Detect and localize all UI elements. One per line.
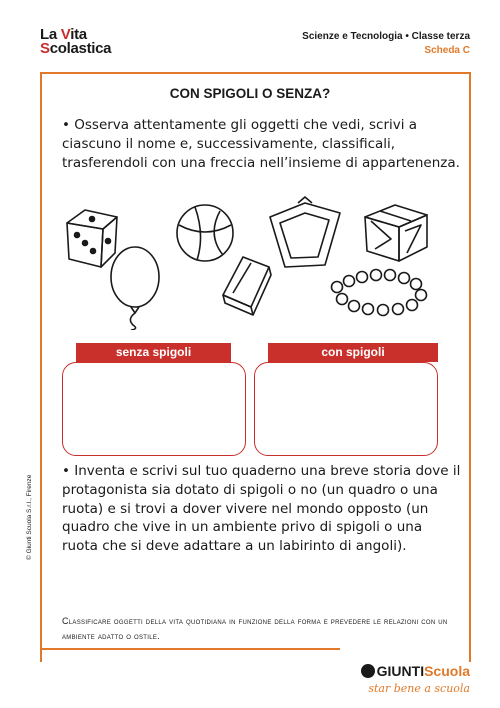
- sheet-label: Scheda C: [424, 45, 470, 56]
- subject-label: Scienze e Tecnologia • Classe terza: [302, 31, 470, 42]
- instruction-1: • Osserva attentamente gli oggetti che vedi, scrivi a ciascuno il nome e, successivamente, classificali, trasferendoli con una freccia nell’insieme di appartenenza.: [62, 117, 460, 171]
- balloon-icon: [111, 247, 159, 330]
- gift-box-icon: [365, 205, 427, 261]
- picture-frame-icon: [270, 197, 340, 267]
- book-icon: [223, 257, 271, 315]
- learning-objective: Classificare oggetti della vita quotidiana in funzione della forma e prevedere le relazioni con un ambiente adatto o ostile.: [62, 616, 448, 641]
- logo: La Vita Scolastica: [40, 26, 112, 57]
- objects-illustration: [55, 195, 470, 330]
- box-with-edges[interactable]: [254, 362, 438, 456]
- ball-icon: [177, 205, 233, 261]
- page-title: CON SPIGOLI O SENZA?: [169, 86, 331, 101]
- publisher-tagline: star bene a scuola: [368, 682, 470, 695]
- box-without-edges[interactable]: [62, 362, 246, 456]
- label-with-edges: con spigoli: [268, 343, 438, 362]
- copyright-note: © Giunti Scuola S.r.l., Firenze: [26, 474, 33, 560]
- dice-icon: [67, 210, 117, 267]
- frame-bottom-line: [40, 648, 340, 650]
- label-without-edges: senza spigoli: [76, 343, 231, 362]
- bead-bracelet-icon: [332, 270, 427, 316]
- publisher-mark-icon: [361, 664, 375, 678]
- header-info: [302, 30, 470, 58]
- publisher-logo: GIUNTIScuola: [361, 663, 470, 679]
- instruction-2: • Inventa e scrivi sul tuo quaderno una breve storia dove il protagonista sia dotato di spigoli o no (un quadro o una ruota) e si trovi a dover vivere nel mondo opposto (un quadro che vive in un ambiente privo di spigoli o una ruota che si deve adattare a un labirinto di angoli).: [62, 463, 461, 555]
